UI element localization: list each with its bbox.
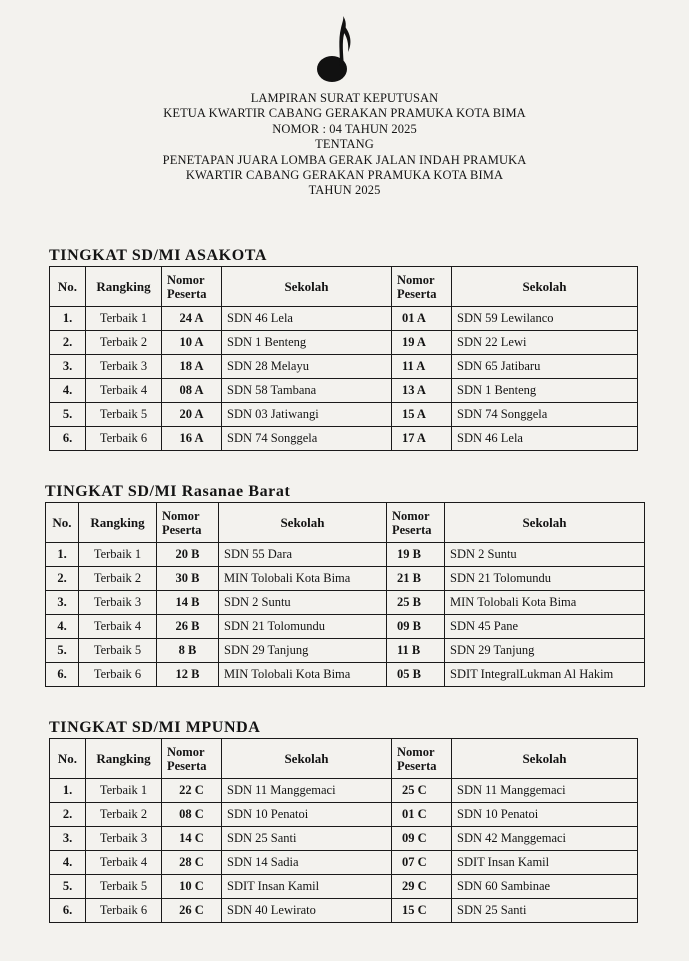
header-line: TENTANG bbox=[315, 137, 374, 152]
header-sekolah: Sekolah bbox=[219, 503, 387, 543]
row-rangking: Terbaik 2 bbox=[86, 803, 162, 827]
table-row bbox=[46, 663, 645, 687]
row-no: 3. bbox=[50, 355, 86, 379]
section-title-prefix: TINGKAT SD/MI bbox=[49, 719, 182, 736]
row-nomor-peserta: 26 C bbox=[162, 899, 222, 923]
results-table bbox=[49, 266, 638, 451]
header-rangking: Rangking bbox=[86, 267, 162, 307]
header-sekolah: Sekolah bbox=[222, 739, 392, 779]
row-rangking: Terbaik 4 bbox=[79, 615, 157, 639]
row-sekolah: SDN 11 Manggemaci bbox=[222, 779, 392, 803]
header-line: TAHUN 2025 bbox=[308, 183, 381, 198]
row-sekolah: SDIT IntegralLukman Al Hakim bbox=[445, 663, 645, 687]
header-peserta-line: Peserta bbox=[392, 522, 432, 537]
row-nomor-peserta: 20 B bbox=[157, 543, 219, 567]
row-nomor-peserta: 10 C bbox=[162, 875, 222, 899]
row-nomor-peserta: 19 A bbox=[392, 331, 452, 355]
row-no: 3. bbox=[50, 827, 86, 851]
header-sekolah: Sekolah bbox=[452, 739, 638, 779]
row-no: 6. bbox=[50, 899, 86, 923]
header-sekolah: Sekolah bbox=[445, 503, 645, 543]
header-peserta-line: Peserta bbox=[162, 522, 202, 537]
row-nomor-peserta: 28 C bbox=[162, 851, 222, 875]
header-no: No. bbox=[50, 267, 86, 307]
row-nomor-peserta: 8 B bbox=[157, 639, 219, 663]
table-row bbox=[50, 403, 638, 427]
row-no: 2. bbox=[46, 567, 79, 591]
row-nomor-peserta: 13 A bbox=[392, 379, 452, 403]
row-nomor-peserta: 12 B bbox=[157, 663, 219, 687]
header-line: KWARTIR CABANG GERAKAN PRAMUKA KOTA BIMA bbox=[185, 168, 504, 183]
row-rangking: Terbaik 2 bbox=[79, 567, 157, 591]
row-no: 2. bbox=[50, 803, 86, 827]
row-nomor-peserta: 09 C bbox=[392, 827, 452, 851]
row-sekolah: SDN 42 Manggemaci bbox=[452, 827, 638, 851]
table-header-row bbox=[46, 503, 645, 543]
results-table bbox=[45, 502, 645, 687]
row-rangking: Terbaik 2 bbox=[86, 331, 162, 355]
header-nomor-peserta bbox=[392, 739, 452, 779]
row-rangking: Terbaik 1 bbox=[79, 543, 157, 567]
header-rangking: Rangking bbox=[79, 503, 157, 543]
row-nomor-peserta: 08 A bbox=[162, 379, 222, 403]
header-line: LAMPIRAN SURAT KEPUTUSAN bbox=[250, 91, 439, 105]
table-row bbox=[50, 875, 638, 899]
header-nomor-line: Nomor bbox=[162, 508, 200, 523]
row-sekolah: SDN 55 Dara bbox=[219, 543, 387, 567]
row-nomor-peserta: 10 A bbox=[162, 331, 222, 355]
row-sekolah: SDN 65 Jatibaru bbox=[452, 355, 638, 379]
row-no: 6. bbox=[46, 663, 79, 687]
row-no: 1. bbox=[46, 543, 79, 567]
row-rangking: Terbaik 5 bbox=[79, 639, 157, 663]
header-nomor-peserta bbox=[392, 267, 452, 307]
row-no: 3. bbox=[46, 591, 79, 615]
row-sekolah: SDN 28 Melayu bbox=[222, 355, 392, 379]
header-peserta-line: Peserta bbox=[397, 286, 437, 301]
row-sekolah: SDN 58 Tambana bbox=[222, 379, 392, 403]
header-rangking: Rangking bbox=[86, 739, 162, 779]
row-sekolah: SDN 29 Tanjung bbox=[219, 639, 387, 663]
row-sekolah: SDN 59 Lewilanco bbox=[452, 307, 638, 331]
section-title-prefix: TINGKAT SD/MI bbox=[49, 247, 182, 264]
row-nomor-peserta: 15 A bbox=[392, 403, 452, 427]
row-sekolah: SDN 46 Lela bbox=[452, 427, 638, 451]
row-sekolah: SDN 03 Jatiwangi bbox=[222, 403, 392, 427]
table-row bbox=[50, 379, 638, 403]
row-nomor-peserta: 17 A bbox=[392, 427, 452, 451]
table-header-row bbox=[50, 739, 638, 779]
header-nomor-line: Nomor bbox=[167, 272, 205, 287]
row-sekolah: SDN 25 Santi bbox=[222, 827, 392, 851]
row-sekolah: SDN 1 Benteng bbox=[222, 331, 392, 355]
section-title bbox=[45, 483, 645, 501]
row-rangking: Terbaik 6 bbox=[79, 663, 157, 687]
header-sekolah: Sekolah bbox=[452, 267, 638, 307]
row-nomor-peserta: 25 C bbox=[392, 779, 452, 803]
row-nomor-peserta: 11 A bbox=[392, 355, 452, 379]
row-sekolah: SDN 21 Tolomundu bbox=[445, 567, 645, 591]
row-sekolah: SDN 2 Suntu bbox=[445, 543, 645, 567]
table-row bbox=[50, 899, 638, 923]
row-nomor-peserta: 15 C bbox=[392, 899, 452, 923]
row-sekolah: SDN 45 Pane bbox=[445, 615, 645, 639]
row-no: 4. bbox=[46, 615, 79, 639]
row-nomor-peserta: 19 B bbox=[387, 543, 445, 567]
section-title bbox=[49, 247, 638, 265]
row-sekolah: SDN 2 Suntu bbox=[219, 591, 387, 615]
row-no: 5. bbox=[50, 875, 86, 899]
table-row bbox=[46, 615, 645, 639]
table-row bbox=[46, 567, 645, 591]
row-rangking: Terbaik 5 bbox=[86, 875, 162, 899]
header-nomor-line: Nomor bbox=[397, 272, 435, 287]
row-nomor-peserta: 26 B bbox=[157, 615, 219, 639]
table-row bbox=[46, 591, 645, 615]
header-line: KETUA KWARTIR CABANG GERAKAN PRAMUKA KOTA BIMA bbox=[163, 106, 526, 121]
results-table bbox=[49, 738, 638, 923]
row-nomor-peserta: 25 B bbox=[387, 591, 445, 615]
row-nomor-peserta: 21 B bbox=[387, 567, 445, 591]
row-rangking: Terbaik 3 bbox=[79, 591, 157, 615]
header-peserta-line: Peserta bbox=[167, 758, 207, 773]
section-title-place: MPUNDA bbox=[185, 719, 261, 736]
section-title-place: Rasanae Barat bbox=[181, 483, 291, 500]
row-sekolah: SDN 21 Tolomundu bbox=[219, 615, 387, 639]
header-peserta-line: Peserta bbox=[397, 758, 437, 773]
row-sekolah: SDN 40 Lewirato bbox=[222, 899, 392, 923]
table-row bbox=[50, 779, 638, 803]
row-sekolah: SDN 10 Penatoi bbox=[452, 803, 638, 827]
table-row bbox=[50, 427, 638, 451]
header-line: PENETAPAN JUARA LOMBA GERAK JALAN INDAH PRAMUKA bbox=[162, 152, 527, 167]
header-nomor-peserta bbox=[157, 503, 219, 543]
row-sekolah: SDN 74 Songgela bbox=[222, 427, 392, 451]
row-sekolah: MIN Tolobali Kota Bima bbox=[219, 567, 387, 591]
table-row bbox=[46, 543, 645, 567]
row-sekolah: SDN 25 Santi bbox=[452, 899, 638, 923]
row-sekolah: SDN 1 Benteng bbox=[452, 379, 638, 403]
header-line: NOMOR : 04 TAHUN 2025 bbox=[272, 121, 417, 136]
row-nomor-peserta: 16 A bbox=[162, 427, 222, 451]
table-row bbox=[46, 639, 645, 663]
row-nomor-peserta: 20 A bbox=[162, 403, 222, 427]
row-rangking: Terbaik 6 bbox=[86, 427, 162, 451]
table-row bbox=[50, 355, 638, 379]
row-no: 4. bbox=[50, 379, 86, 403]
table-row bbox=[50, 803, 638, 827]
row-rangking: Terbaik 1 bbox=[86, 779, 162, 803]
header-peserta-line: Peserta bbox=[167, 286, 207, 301]
row-rangking: Terbaik 3 bbox=[86, 827, 162, 851]
row-rangking: Terbaik 3 bbox=[86, 355, 162, 379]
row-no: 2. bbox=[50, 331, 86, 355]
header-nomor-peserta bbox=[387, 503, 445, 543]
table-row bbox=[50, 827, 638, 851]
header-nomor-line: Nomor bbox=[397, 744, 435, 759]
row-sekolah: SDN 11 Manggemaci bbox=[452, 779, 638, 803]
row-sekolah: SDN 74 Songgela bbox=[452, 403, 638, 427]
header-no: No. bbox=[50, 739, 86, 779]
row-no: 5. bbox=[50, 403, 86, 427]
table-row bbox=[50, 331, 638, 355]
row-sekolah: SDIT Insan Kamil bbox=[222, 875, 392, 899]
row-no: 5. bbox=[46, 639, 79, 663]
row-sekolah: MIN Tolobali Kota Bima bbox=[219, 663, 387, 687]
header-nomor-peserta bbox=[162, 739, 222, 779]
row-nomor-peserta: 14 C bbox=[162, 827, 222, 851]
row-nomor-peserta: 24 A bbox=[162, 307, 222, 331]
row-sekolah: SDN 46 Lela bbox=[222, 307, 392, 331]
decree-header bbox=[0, 91, 689, 199]
table-header-row bbox=[50, 267, 638, 307]
header-nomor-peserta bbox=[162, 267, 222, 307]
row-sekolah: SDN 29 Tanjung bbox=[445, 639, 645, 663]
row-rangking: Terbaik 6 bbox=[86, 899, 162, 923]
row-no: 1. bbox=[50, 307, 86, 331]
row-no: 6. bbox=[50, 427, 86, 451]
row-nomor-peserta: 09 B bbox=[387, 615, 445, 639]
section-rasanae-barat bbox=[45, 483, 645, 687]
row-sekolah: SDN 22 Lewi bbox=[452, 331, 638, 355]
row-nomor-peserta: 07 C bbox=[392, 851, 452, 875]
header-nomor-line: Nomor bbox=[392, 508, 430, 523]
row-sekolah: SDIT Insan Kamil bbox=[452, 851, 638, 875]
row-rangking: Terbaik 1 bbox=[86, 307, 162, 331]
row-no: 4. bbox=[50, 851, 86, 875]
pramuka-tunas-kelapa-emblem bbox=[310, 14, 360, 86]
section-title-place: ASAKOTA bbox=[184, 247, 267, 264]
section-title-prefix: TINGKAT SD/MI bbox=[45, 483, 178, 500]
row-nomor-peserta: 29 C bbox=[392, 875, 452, 899]
row-rangking: Terbaik 4 bbox=[86, 851, 162, 875]
row-sekolah: SDN 14 Sadia bbox=[222, 851, 392, 875]
row-rangking: Terbaik 4 bbox=[86, 379, 162, 403]
row-sekolah: MIN Tolobali Kota Bima bbox=[445, 591, 645, 615]
row-nomor-peserta: 01 C bbox=[392, 803, 452, 827]
header-nomor-line: Nomor bbox=[167, 744, 205, 759]
row-no: 1. bbox=[50, 779, 86, 803]
row-sekolah: SDN 10 Penatoi bbox=[222, 803, 392, 827]
section-mpunda bbox=[49, 719, 638, 923]
row-nomor-peserta: 14 B bbox=[157, 591, 219, 615]
section-asakota bbox=[49, 247, 638, 451]
table-row bbox=[50, 851, 638, 875]
table-row bbox=[50, 307, 638, 331]
row-sekolah: SDN 60 Sambinae bbox=[452, 875, 638, 899]
row-rangking: Terbaik 5 bbox=[86, 403, 162, 427]
header-no: No. bbox=[46, 503, 79, 543]
row-nomor-peserta: 30 B bbox=[157, 567, 219, 591]
row-nomor-peserta: 05 B bbox=[387, 663, 445, 687]
row-nomor-peserta: 18 A bbox=[162, 355, 222, 379]
row-nomor-peserta: 01 A bbox=[392, 307, 452, 331]
row-nomor-peserta: 11 B bbox=[387, 639, 445, 663]
row-nomor-peserta: 08 C bbox=[162, 803, 222, 827]
row-nomor-peserta: 22 C bbox=[162, 779, 222, 803]
header-sekolah: Sekolah bbox=[222, 267, 392, 307]
section-title bbox=[49, 719, 638, 737]
